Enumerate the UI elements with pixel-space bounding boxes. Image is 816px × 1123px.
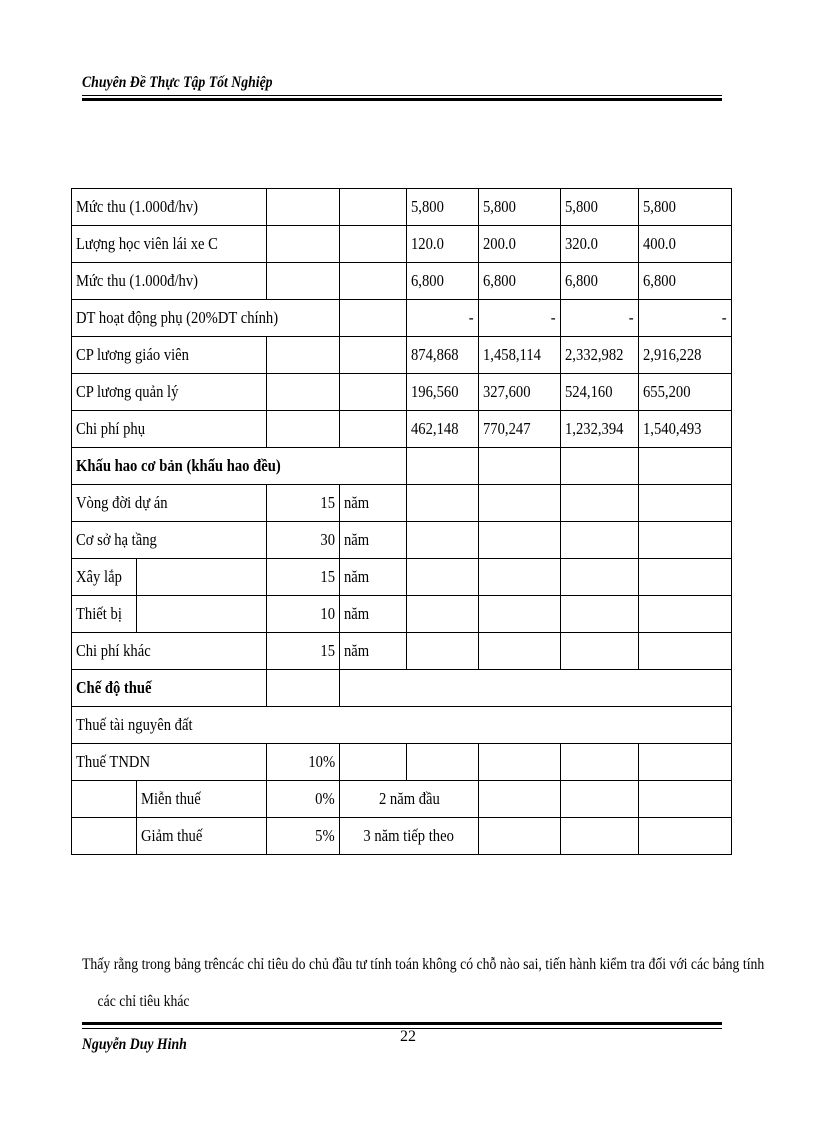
cell-value: 6,800 xyxy=(639,263,732,300)
cell-value: 10 xyxy=(267,596,340,633)
row-label: Cơ sở hạ tầng xyxy=(72,522,267,559)
table-row xyxy=(72,189,732,226)
row-label: Giảm thuế xyxy=(137,818,267,855)
cell-value: 655,200 xyxy=(639,374,732,411)
page-number: 22 xyxy=(400,1028,416,1045)
table-row xyxy=(72,559,732,596)
cell-value: 196,560 xyxy=(407,374,479,411)
table-row xyxy=(72,485,732,522)
row-label: Mức thu (1.000đ/hv) xyxy=(72,189,267,226)
cell-value: 10% xyxy=(267,744,340,781)
table-row xyxy=(72,300,732,337)
cell-note: 3 năm tiếp theo xyxy=(340,818,479,855)
cell-value: 5,800 xyxy=(561,189,639,226)
row-label: Chi phí phụ xyxy=(72,411,267,448)
section-heading: Chế độ thuế xyxy=(72,670,267,707)
data-table xyxy=(71,188,732,855)
row-label: Thuế tài nguyên đất xyxy=(72,707,732,744)
cell-value: 0% xyxy=(267,781,340,818)
table-row xyxy=(72,448,732,485)
cell-value: - xyxy=(639,300,732,337)
cell-value: 2,332,982 xyxy=(561,337,639,374)
cell-value: 6,800 xyxy=(479,263,561,300)
author-name: Nguyễn Duy Hinh xyxy=(82,1036,187,1053)
cell-unit: năm xyxy=(340,559,407,596)
cell-value: 15 xyxy=(267,633,340,670)
cell-unit: năm xyxy=(340,596,407,633)
cell-value: 5,800 xyxy=(479,189,561,226)
cell-value: 327,600 xyxy=(479,374,561,411)
table-row xyxy=(72,337,732,374)
cell-value: 15 xyxy=(267,485,340,522)
footer-rule-thick xyxy=(82,1022,722,1025)
header-rule-thick xyxy=(82,98,722,101)
row-label: Miễn thuế xyxy=(137,781,267,818)
table-row xyxy=(72,374,732,411)
row-label: Vòng đời dự án xyxy=(72,485,267,522)
cell-value: 320.0 xyxy=(561,226,639,263)
header-title: Chuyên Đề Thực Tập Tốt Nghiệp xyxy=(82,74,273,91)
row-label: CP lương quản lý xyxy=(72,374,267,411)
row-label: Xây lắp xyxy=(72,559,137,596)
cell-value: 5,800 xyxy=(639,189,732,226)
cell-value: 15 xyxy=(267,559,340,596)
row-label: Thiết bị xyxy=(72,596,137,633)
table-row xyxy=(72,633,732,670)
table-row xyxy=(72,781,732,818)
cell-value: 524,160 xyxy=(561,374,639,411)
cell-value: 5,800 xyxy=(407,189,479,226)
table-row xyxy=(72,522,732,559)
table-row xyxy=(72,670,732,707)
table-row xyxy=(72,744,732,781)
cell-unit: năm xyxy=(340,633,407,670)
cell-value: 120.0 xyxy=(407,226,479,263)
row-label: CP lương giáo viên xyxy=(72,337,267,374)
table-row xyxy=(72,818,732,855)
cell-value: 770,247 xyxy=(479,411,561,448)
table-row xyxy=(72,263,732,300)
row-label: Chi phí khác xyxy=(72,633,267,670)
row-label: Mức thu (1.000đ/hv) xyxy=(72,263,267,300)
cell-value: 30 xyxy=(267,522,340,559)
header-rule-thin xyxy=(82,95,722,96)
cell-value: 200.0 xyxy=(479,226,561,263)
cell-value: 6,800 xyxy=(561,263,639,300)
section-heading: Khấu hao cơ bản (khấu hao đều) xyxy=(72,448,407,485)
cell-value: 462,148 xyxy=(407,411,479,448)
cell-value: - xyxy=(479,300,561,337)
cell-note: 2 năm đầu xyxy=(340,781,479,818)
body-paragraph xyxy=(82,946,765,1020)
row-label: Thuế TNDN xyxy=(72,744,267,781)
row-label: DT hoạt động phụ (20%DT chính) xyxy=(72,300,340,337)
table-row xyxy=(72,707,732,744)
cell-value: - xyxy=(407,300,479,337)
paragraph-line: các chỉ tiêu khác xyxy=(97,993,190,1010)
cell-value: 6,800 xyxy=(407,263,479,300)
cell-value: 1,458,114 xyxy=(479,337,561,374)
paragraph-line: Thấy rằng trong bảng trêncác chỉ tiêu do chủ đầu tư tính toán không có chỗ nào sai, tiến hành kiểm tra đối với các bảng tính xyxy=(82,956,765,973)
cell-value: 5% xyxy=(267,818,340,855)
table-row xyxy=(72,596,732,633)
cell-unit: năm xyxy=(340,485,407,522)
cell-value: 1,232,394 xyxy=(561,411,639,448)
table-row xyxy=(72,411,732,448)
cell-unit: năm xyxy=(340,522,407,559)
cell-value: - xyxy=(561,300,639,337)
row-label: Lượng học viên lái xe C xyxy=(72,226,267,263)
table-row xyxy=(72,226,732,263)
cell-value: 1,540,493 xyxy=(639,411,732,448)
cell-value: 2,916,228 xyxy=(639,337,732,374)
cell-value: 874,868 xyxy=(407,337,479,374)
cell-value: 400.0 xyxy=(639,226,732,263)
